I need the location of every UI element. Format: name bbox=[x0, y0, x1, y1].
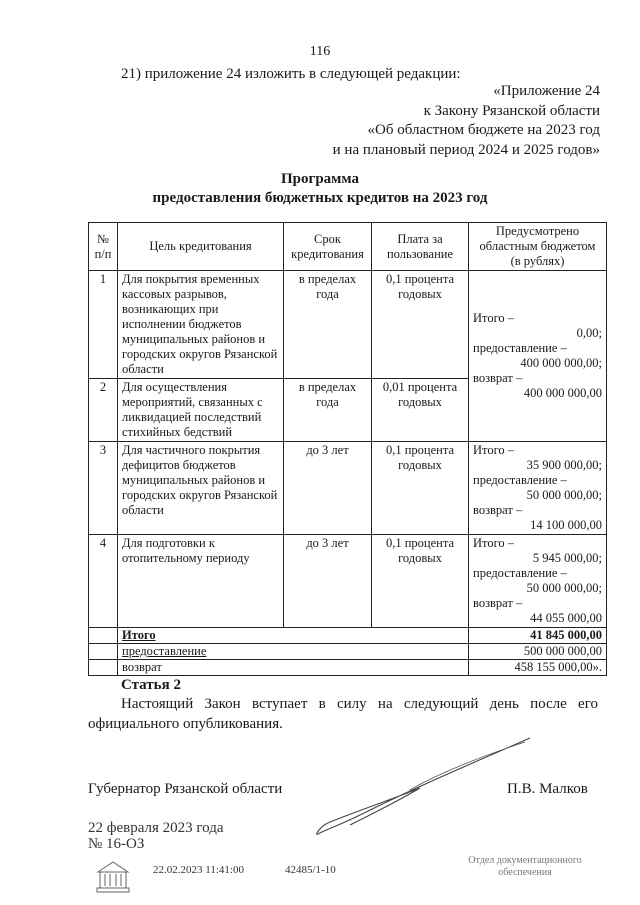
row-num: 4 bbox=[89, 535, 118, 628]
amount-return-value: 44 055 000,00 bbox=[530, 611, 602, 625]
summary-value: 500 000 000,00 bbox=[469, 644, 607, 660]
row-term: до 3 лет bbox=[284, 442, 372, 535]
row-purpose: Для частичного покрытия дефицитов бюджетов муниципальных районов и городских округов Рязанской области bbox=[118, 442, 284, 535]
department-stamp bbox=[440, 855, 610, 879]
amount-provision-label: предоставление – bbox=[473, 566, 567, 580]
amount-return-label: возврат – bbox=[473, 596, 523, 610]
governor-name: П.В. Малков bbox=[507, 781, 588, 797]
row-fee: 0,1 процента годовых bbox=[372, 442, 469, 535]
row-amount-merged bbox=[469, 271, 607, 442]
registration-timestamp: 22.02.2023 11:41:00 bbox=[153, 864, 244, 876]
amount-total-label: Итого – bbox=[473, 536, 515, 550]
table-row bbox=[89, 271, 607, 379]
amount-provision-label: предоставление – bbox=[473, 473, 567, 487]
row-fee: 0,01 процента годовых bbox=[372, 379, 469, 442]
amendment-intro: 21) приложение 24 изложить в следующей редакции: bbox=[121, 66, 461, 82]
stamp-line: обеспечения bbox=[498, 867, 552, 878]
summary-value: 458 155 000,00». bbox=[469, 660, 607, 676]
row-purpose: Для подготовки к отопительному периоду bbox=[118, 535, 284, 628]
amount-return-label: возврат – bbox=[473, 503, 523, 517]
row-purpose: Для покрытия временных кассовых разрывов, возникающих при исполнении бюджетов муниципальных районов и городских округов Рязанской области bbox=[118, 271, 284, 379]
table-row bbox=[89, 442, 607, 535]
amount-return-value: 14 100 000,00 bbox=[530, 518, 602, 532]
stamp-line: Отдел документационного bbox=[468, 855, 582, 866]
row-num: 2 bbox=[89, 379, 118, 442]
annex-line: к Закону Рязанской области bbox=[423, 102, 600, 119]
row-term: до 3 лет bbox=[284, 535, 372, 628]
row-purpose: Для осуществления мероприятий, связанных с ликвидацией последствий стихийных бедствий bbox=[118, 379, 284, 442]
amount-return-label: возврат – bbox=[473, 371, 523, 385]
annex-line: «Приложение 24 bbox=[493, 83, 600, 99]
budget-credit-table bbox=[88, 222, 607, 676]
amount-provision-value: 50 000 000,00; bbox=[526, 581, 602, 595]
amount-total-label: Итого – bbox=[473, 443, 515, 457]
signing-date: 22 февраля 2023 года bbox=[88, 820, 224, 836]
program-title-line: Программа bbox=[281, 171, 359, 187]
amount-total-value: 0,00; bbox=[576, 326, 602, 340]
program-title bbox=[0, 170, 640, 208]
annex-line: «Об областном бюджете на 2023 год bbox=[367, 122, 600, 138]
summary-row-return bbox=[89, 660, 607, 676]
row-term: в пределах года bbox=[284, 379, 372, 442]
amount-total-label: Итого – bbox=[473, 311, 515, 325]
amount-provision-label: предоставление – bbox=[473, 341, 567, 355]
article-text: Настоящий Закон вступает в силу на следующий день после его официального опубликования. bbox=[88, 696, 598, 732]
summary-label: Итого bbox=[118, 628, 469, 644]
amount-provision-value: 400 000 000,00; bbox=[520, 356, 602, 370]
header-amount: Предусмотрено областным бюджетом (в рублях) bbox=[469, 223, 607, 271]
signature-image bbox=[300, 730, 540, 840]
article-heading: Статья 2 bbox=[121, 677, 181, 693]
header-purpose: Цель кредитования bbox=[118, 223, 284, 271]
row-num: 1 bbox=[89, 271, 118, 379]
row-fee: 0,1 процента годовых bbox=[372, 535, 469, 628]
annex-line: и на плановый период 2024 и 2025 годов» bbox=[332, 141, 600, 158]
header-term: Срок кредитования bbox=[284, 223, 372, 271]
summary-label: возврат bbox=[118, 660, 469, 676]
summary-row-total bbox=[89, 628, 607, 644]
summary-value: 41 845 000,00 bbox=[469, 628, 607, 644]
header-num: № п/п bbox=[89, 223, 118, 271]
registration-doc-id: 42485/1-10 bbox=[285, 864, 336, 876]
page-number: 116 bbox=[309, 44, 331, 59]
summary-label: предоставление bbox=[118, 644, 469, 660]
summary-row-provision bbox=[89, 644, 607, 660]
amount-total-value: 35 900 000,00; bbox=[526, 458, 602, 472]
row-term: в пределах года bbox=[284, 271, 372, 379]
amount-total-value: 5 945 000,00; bbox=[532, 551, 602, 565]
governor-title: Губернатор Рязанской области bbox=[88, 781, 283, 797]
table-header-row bbox=[89, 223, 607, 271]
program-title-line: предоставления бюджетных кредитов на 2023 год bbox=[152, 190, 488, 206]
amount-return-value: 400 000 000,00 bbox=[523, 386, 602, 400]
header-fee: Плата за пользование bbox=[372, 223, 469, 271]
row-amount bbox=[469, 535, 607, 628]
law-number: № 16-ОЗ bbox=[88, 836, 145, 852]
row-amount bbox=[469, 442, 607, 535]
row-num: 3 bbox=[89, 442, 118, 535]
amount-provision-value: 50 000 000,00; bbox=[526, 488, 602, 502]
row-fee: 0,1 процента годовых bbox=[372, 271, 469, 379]
duma-emblem-icon bbox=[96, 858, 130, 894]
annex-header bbox=[333, 82, 600, 160]
table-row bbox=[89, 535, 607, 628]
